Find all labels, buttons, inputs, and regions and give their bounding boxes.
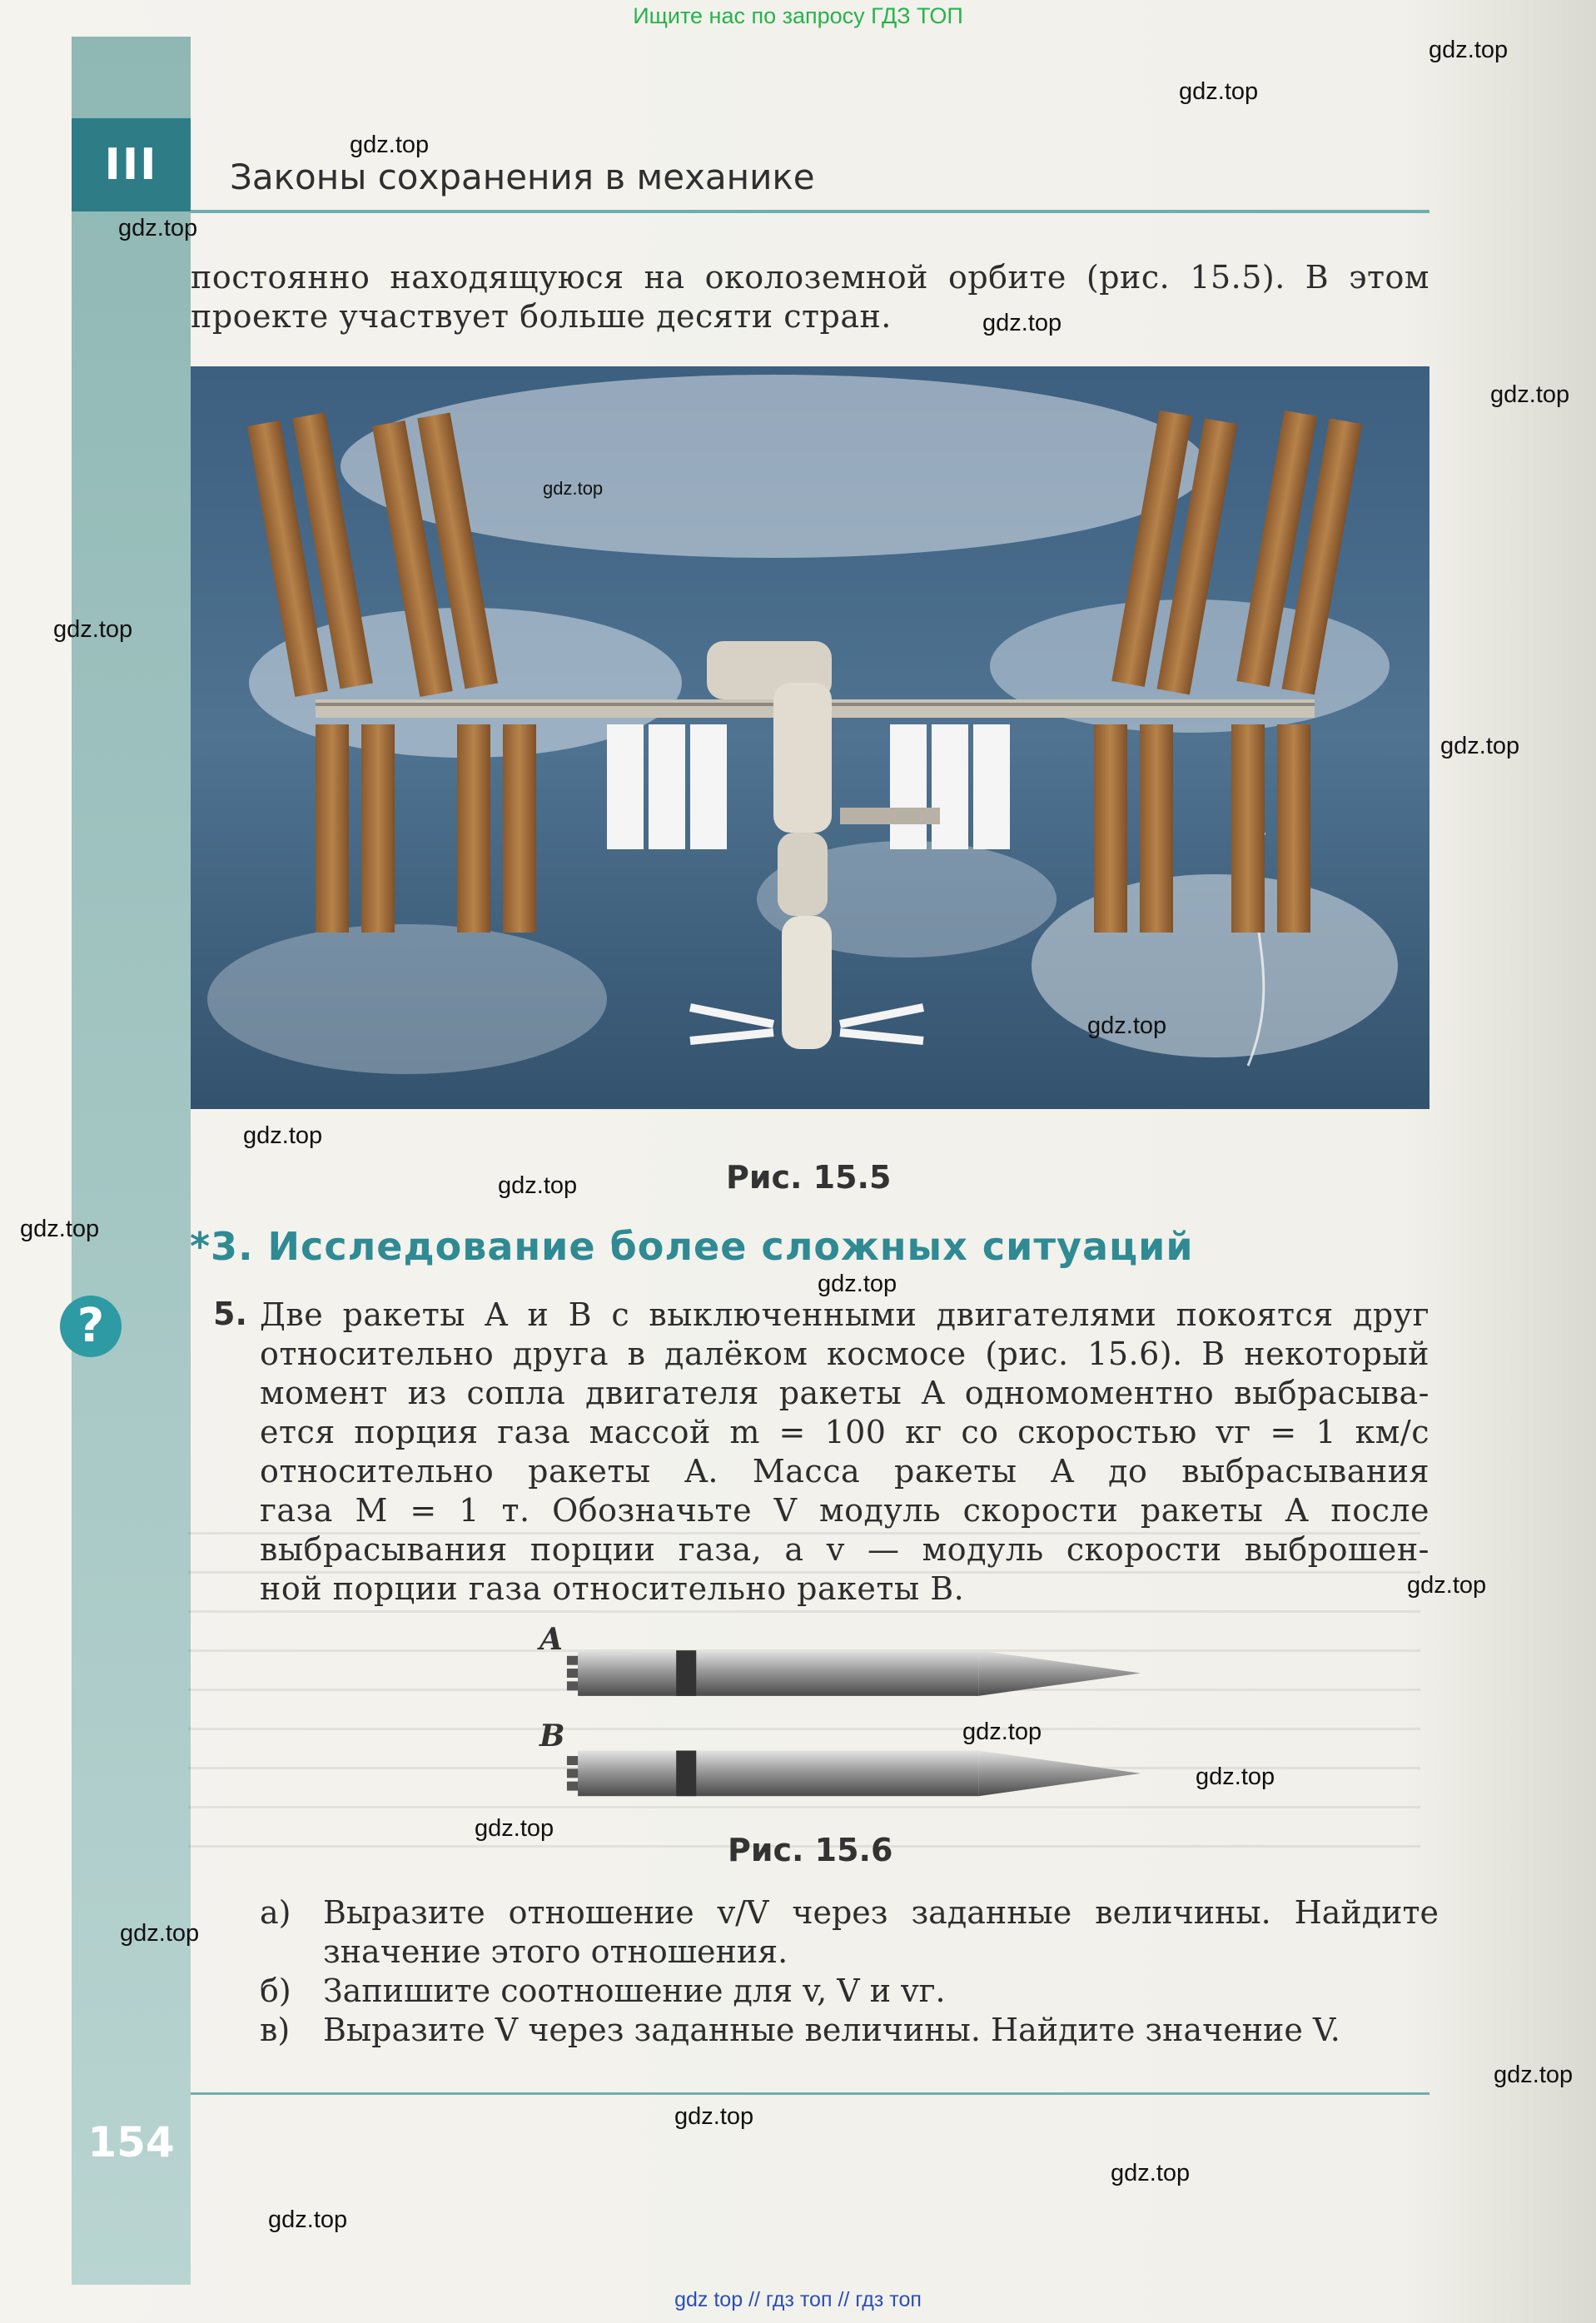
subitem-text: Выразите отношение v/V через заданные величины. Найдите [323,1894,1439,1931]
subitem-letter: б) [260,1972,291,2009]
figure-15-6-caption: Рис. 15.6 [728,1832,893,1868]
watermark[interactable]: gdz.top [1440,733,1520,759]
watermark[interactable]: gdz.top [1179,78,1259,105]
subitem-text: Выразите V через заданные величины. Найдите значение V. [323,2012,1340,2048]
watermark[interactable]: gdz.top [475,1815,554,1842]
watermark[interactable]: gdz.top [1111,2160,1191,2186]
watermark[interactable]: gdz.top [1407,1572,1487,1599]
task-line: относительно ракеты A. Масса ракеты A до выбрасывания [260,1453,1429,1490]
intro-line: проекте участвует больше десяти стран. [191,298,892,335]
rocket-a [567,1650,1141,1696]
watermark[interactable]: gdz.top [818,1271,897,1297]
watermark[interactable]: gdz.top [1494,2062,1574,2088]
subitem-text: значение этого отношения. [323,1933,788,1970]
watermark[interactable]: gdz.top [350,132,430,158]
page-number: 154 [87,2118,175,2166]
watermark[interactable]: gdz.top [498,1172,578,1199]
iss-illustration [191,366,1429,1109]
watermark[interactable]: gdz.top [268,2206,348,2233]
question-icon: ? [60,1296,122,1357]
intro-paragraph [191,258,1429,336]
rockets-figure [558,1644,1141,1828]
task-number: 5. [213,1296,247,1332]
rocket-a-label: A [539,1622,563,1657]
watermark[interactable]: gdz.top [120,1920,200,1947]
watermark[interactable]: gdz.top [674,2103,754,2130]
watermark[interactable]: gdz.top [1087,1012,1167,1039]
task-line: ной порции газа относительно ракеты B. [260,1570,965,1607]
rocket-b-label: B [539,1719,565,1753]
watermark[interactable]: gdz.top [243,1122,323,1149]
watermark[interactable]: gdz.top [962,1719,1042,1745]
figure-15-5-caption: Рис. 15.5 [726,1159,892,1196]
watermark[interactable]: gdz.top [982,310,1062,336]
chapter-title: Законы сохранения в механике [230,157,815,197]
subitem-text: Запишите соотношение для v, V и vг. [323,1972,946,2009]
subitem-letter: а) [260,1894,291,1931]
rocket-b [567,1751,1141,1797]
task-line: выбрасывания порции газа, а v — модуль скорости выброшен- [260,1531,1429,1568]
section-title: *3. Исследование более сложных ситуаций [190,1224,1194,1269]
task-line: Две ракеты A и B с выключенными двигателями покоятся друг [260,1296,1429,1333]
task-line: момент из сопла двигателя ракеты A одномоментно выбрасыва- [260,1375,1429,1411]
top-ad-link[interactable]: Ищите нас по запросу ГДЗ ТОП [633,3,963,28]
task-line: относительно друга в далёком космосе (рис. 15.6). В некоторый [260,1336,1429,1372]
watermark[interactable]: gdz.top [543,478,604,499]
footer-divider [191,2092,1429,2095]
watermark[interactable]: gdz.top [1429,37,1509,63]
watermark[interactable]: gdz.top [1490,381,1570,408]
iss-photo [191,366,1429,1109]
subitem-c [260,2011,1429,2052]
subitem-b [260,1972,1429,2013]
chapter-number: III [72,118,191,211]
intro-line: постоянно находящуюся на околоземной орбите (рис. 15.5). В этом [191,259,1429,296]
watermark[interactable]: gdz.top [20,1216,100,1242]
watermark[interactable]: gdz.top [53,616,133,643]
header-divider [191,210,1429,213]
bottom-ad-link[interactable]: gdz top // гдз топ // гдз топ [674,2288,922,2311]
subitem-letter: в) [260,2012,291,2048]
task-paragraph [260,1296,1429,1609]
watermark[interactable]: gdz.top [118,215,198,241]
subitem-a [260,1893,1439,1977]
task-line: газа M = 1 т. Обозначьте V модуль скорости ракеты A после [260,1492,1429,1529]
task-line: ется порция газа массой m = 100 кг со скоростью vг = 1 км/с [260,1414,1429,1450]
sidebar-band [72,37,191,2285]
watermark[interactable]: gdz.top [1196,1763,1275,1790]
